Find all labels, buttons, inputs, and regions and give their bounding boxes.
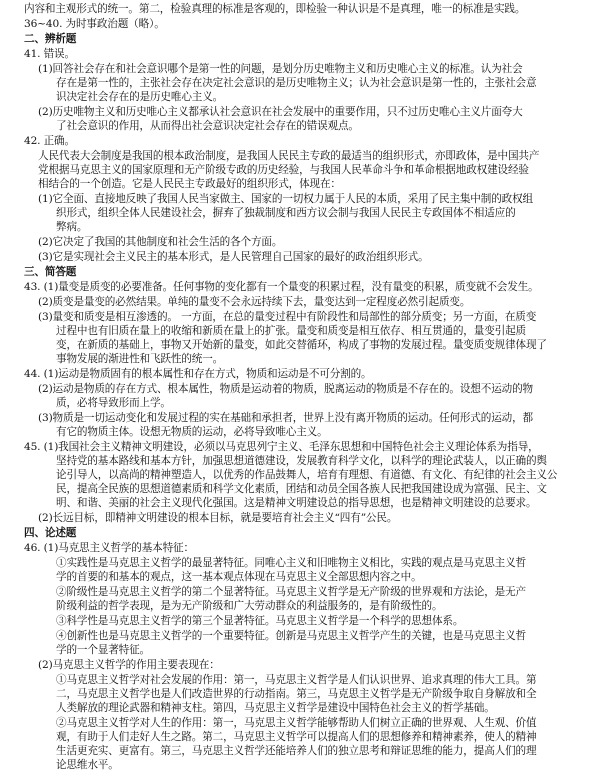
text-line: 36~40. 为时事政治题（略）。 [24, 18, 165, 30]
text-line: (3)物质是一切运动变化和发展过程的实在基础和承担者，世界上没有离开物质的运动。任何形式的运动，都 [38, 412, 533, 424]
text-line: 论思维水平。 [56, 759, 119, 771]
text-line: 过程中也有旧质在量上的收缩和新质在量上的扩张。量变和质变是相互依存、相互贯通的，量变引起质 [56, 325, 526, 337]
text-line: (1)回答社会存在和社会意识哪个是第一性的问题，是划分历史唯物主义和历史唯心主义的标准。认为社会 [38, 63, 523, 75]
text-line: (3)它是实现社会主义民主的基本形式，是人民管理自己国家的最好的政治组织形式。 [38, 251, 429, 263]
text-line: 事物发展的渐进性和飞跃性的统一。 [56, 353, 224, 365]
text-line: 坚持党的基本路线和基本方针，加强思想道德建设，发展教育科学文化，以科学的理论武装人，以正确的舆 [56, 455, 547, 467]
text-line: 二，马克思主义哲学也是人们改造世界的行动指南。第三，马克思主义哲学是无产阶级争取自身解放和全 [56, 688, 537, 700]
text-line: 相结合的一个创造。它是人民民主专政最好的组织形式，体现在： [38, 178, 341, 190]
text-line: (2)运动是物质的存在方式、根本属性，物质是运动着的物质，脱离运动的物质是不存在的。设想不运动的物 [38, 383, 533, 395]
text-line: 弊病。 [56, 221, 88, 233]
text-line: 43. (1)量变是质变的必要准备。任何事物的变化都有一个量变的积累过程，没有量变的积累，质变就不会发生。 [24, 281, 539, 293]
question-number: 41. 错误。 [24, 48, 75, 60]
question-number: 42. 正确。 [24, 135, 75, 147]
text-line: 论引导人，以高尚的精神塑造人，以优秀的作品鼓舞人，培育有理想、有道德、有文化、有纪律的社会主义公 [56, 469, 558, 481]
text-line: 织形式，组织全体人民建设社会，摒弃了独裁制度和西方议会制与我国人民民主专政国体不相适应的 [56, 207, 516, 219]
text-line: (2)历史唯物主义和历史唯心主义都承认社会意识在社会发展中的重要作用，只不过历史唯心主义片面夸大 [38, 106, 523, 118]
text-line: ①实践性是马克思主义哲学的最显著特征。同唯心主义和旧唯物主义相比，实践的观点是马克思主义哲 [56, 557, 526, 569]
text-line: ②马克思主义哲学对人生的作用：第一，马克思主义哲学能够帮助人们树立正确的世界观、人生观、价值 [56, 717, 537, 729]
text-line: 变，在新质的基础上，事物又开始新的量变，如此交替循环，构成了事物的发展过程。量变质变规律体现了 [56, 339, 547, 351]
text-line: 识决定社会存在的是历史唯心主义。 [56, 91, 224, 103]
text-line: 生活更充实、更富有。第三，马克思主义哲学还能培养人们的独立思考和辩证思维的能力，提高人们的理 [56, 745, 537, 757]
text-line: 党根据马克思主义的国家原理和无产阶级专政的历史经验，与我国人民革命斗争和革命根据地政权建设经验 [38, 164, 529, 176]
text-line: 内容和主观形式的统一。第二，检验真理的标准是客观的，即检验一种认识是不是真理，唯一的标准是实践。 [24, 3, 526, 15]
text-line: 学的一个显著特征。 [56, 644, 150, 656]
text-line: (2)长远目标，即精神文明建设的根本目标，就是要培育社会主义“四有”公民。 [38, 512, 398, 524]
text-line: 学的首要的和基本的观点，这一基本观点体现在马克思主义全部思想内容之中。 [56, 571, 422, 583]
text-line: 44. (1)运动是物质固有的根本属性和存在方式，物质和运动是不可分割的。 [24, 368, 372, 380]
text-line: 观，有助于人们走好人生之路。第二，马克思主义哲学可以提高人们的思想修养和精神素养，使人的精神 [56, 731, 537, 743]
section-heading: 四、论述题 [24, 527, 77, 539]
text-line: ③科学性是马克思主义哲学的第三个显著特征。马克思主义哲学是一个科学的思想体系。 [56, 615, 464, 627]
text-line: (2)质变是量变的必然结果。单纯的量变不会永远持续下去，量变达到一定程度必然引起质变。 [38, 296, 471, 308]
text-line: 存在是第一性的，主张社会存在决定社会意识的是历史唯物主义；认为社会意识是第一性的，主张社会意 [56, 77, 537, 89]
text-line: ④创新性也是马克思主义哲学的一个重要特征。创新是马克思主义哲学产生的关键，也是马克思主义哲 [56, 630, 526, 642]
text-line: (2)马克思主义哲学的作用主要表现在： [38, 659, 220, 671]
text-line: 阶级利益的哲学表现，是为无产阶级和广大劳动群众的利益服务的，是有阶级性的。 [56, 600, 443, 612]
text-line: 了社会意识的作用，从而得出社会意识决定社会存在的错误观点。 [56, 120, 359, 132]
text-line: ①马克思主义哲学对社会发展的作用：第一，马克思主义哲学是人们认识世界、追求真理的伟大工具。第 [56, 674, 537, 686]
text-line: ②阶级性是马克思主义哲学的第二个显著特征。马克思主义哲学是无产阶级的世界观和方法论，是无产 [56, 586, 526, 598]
text-line: 人民代表大会制度是我国的根本政治制度，是我国人民民主专政的最适当的组织形式，亦即政体，是中国共产 [38, 150, 540, 162]
text-line: 45. (1)我国社会主义精神文明建设，必须以马克思列宁主义、毛泽东思想和中国特色社会主义理论体系为指导， [24, 441, 539, 453]
text-line: (3)量变和质变是相互渗透的。 一方面，在总的量变过程中有阶段性和局部性的部分质变；另一方面，在质变 [38, 311, 537, 323]
text-line: 质，必将导致形而上学。 [56, 397, 171, 409]
text-line: 人类解放的理论武器和精神支柱。第四，马克思主义哲学是建设中国特色社会主义的哲学基础。 [56, 702, 495, 714]
text-line: 46. (1)马克思主义哲学的基本特征： [24, 542, 194, 554]
text-line: (1)它全面、直接地反映了我国人民当家做主、国家的一切权力属于人民的本质，采用了民主集中制的政权组 [38, 193, 533, 205]
text-line: (2)它决定了我国的其他制度和社会生活的各个方面。 [38, 236, 283, 248]
text-line: 民，提高全民族的思想道德素质和科学文化素质，团结和动员全国各族人民把我国建设成为富强、民主、文 [56, 483, 547, 495]
section-heading: 三、简答题 [24, 266, 77, 278]
text-line: 有它的物质主体。设想无物质的运动，必将导致唯心主义。 [56, 426, 328, 438]
text-line: 明、和谐、美丽的社会主义现代化强国。这是精神文明建设总的指导思想，也是精神文明建设的总要求。 [56, 497, 537, 509]
section-heading: 二、辨析题 [24, 33, 77, 45]
